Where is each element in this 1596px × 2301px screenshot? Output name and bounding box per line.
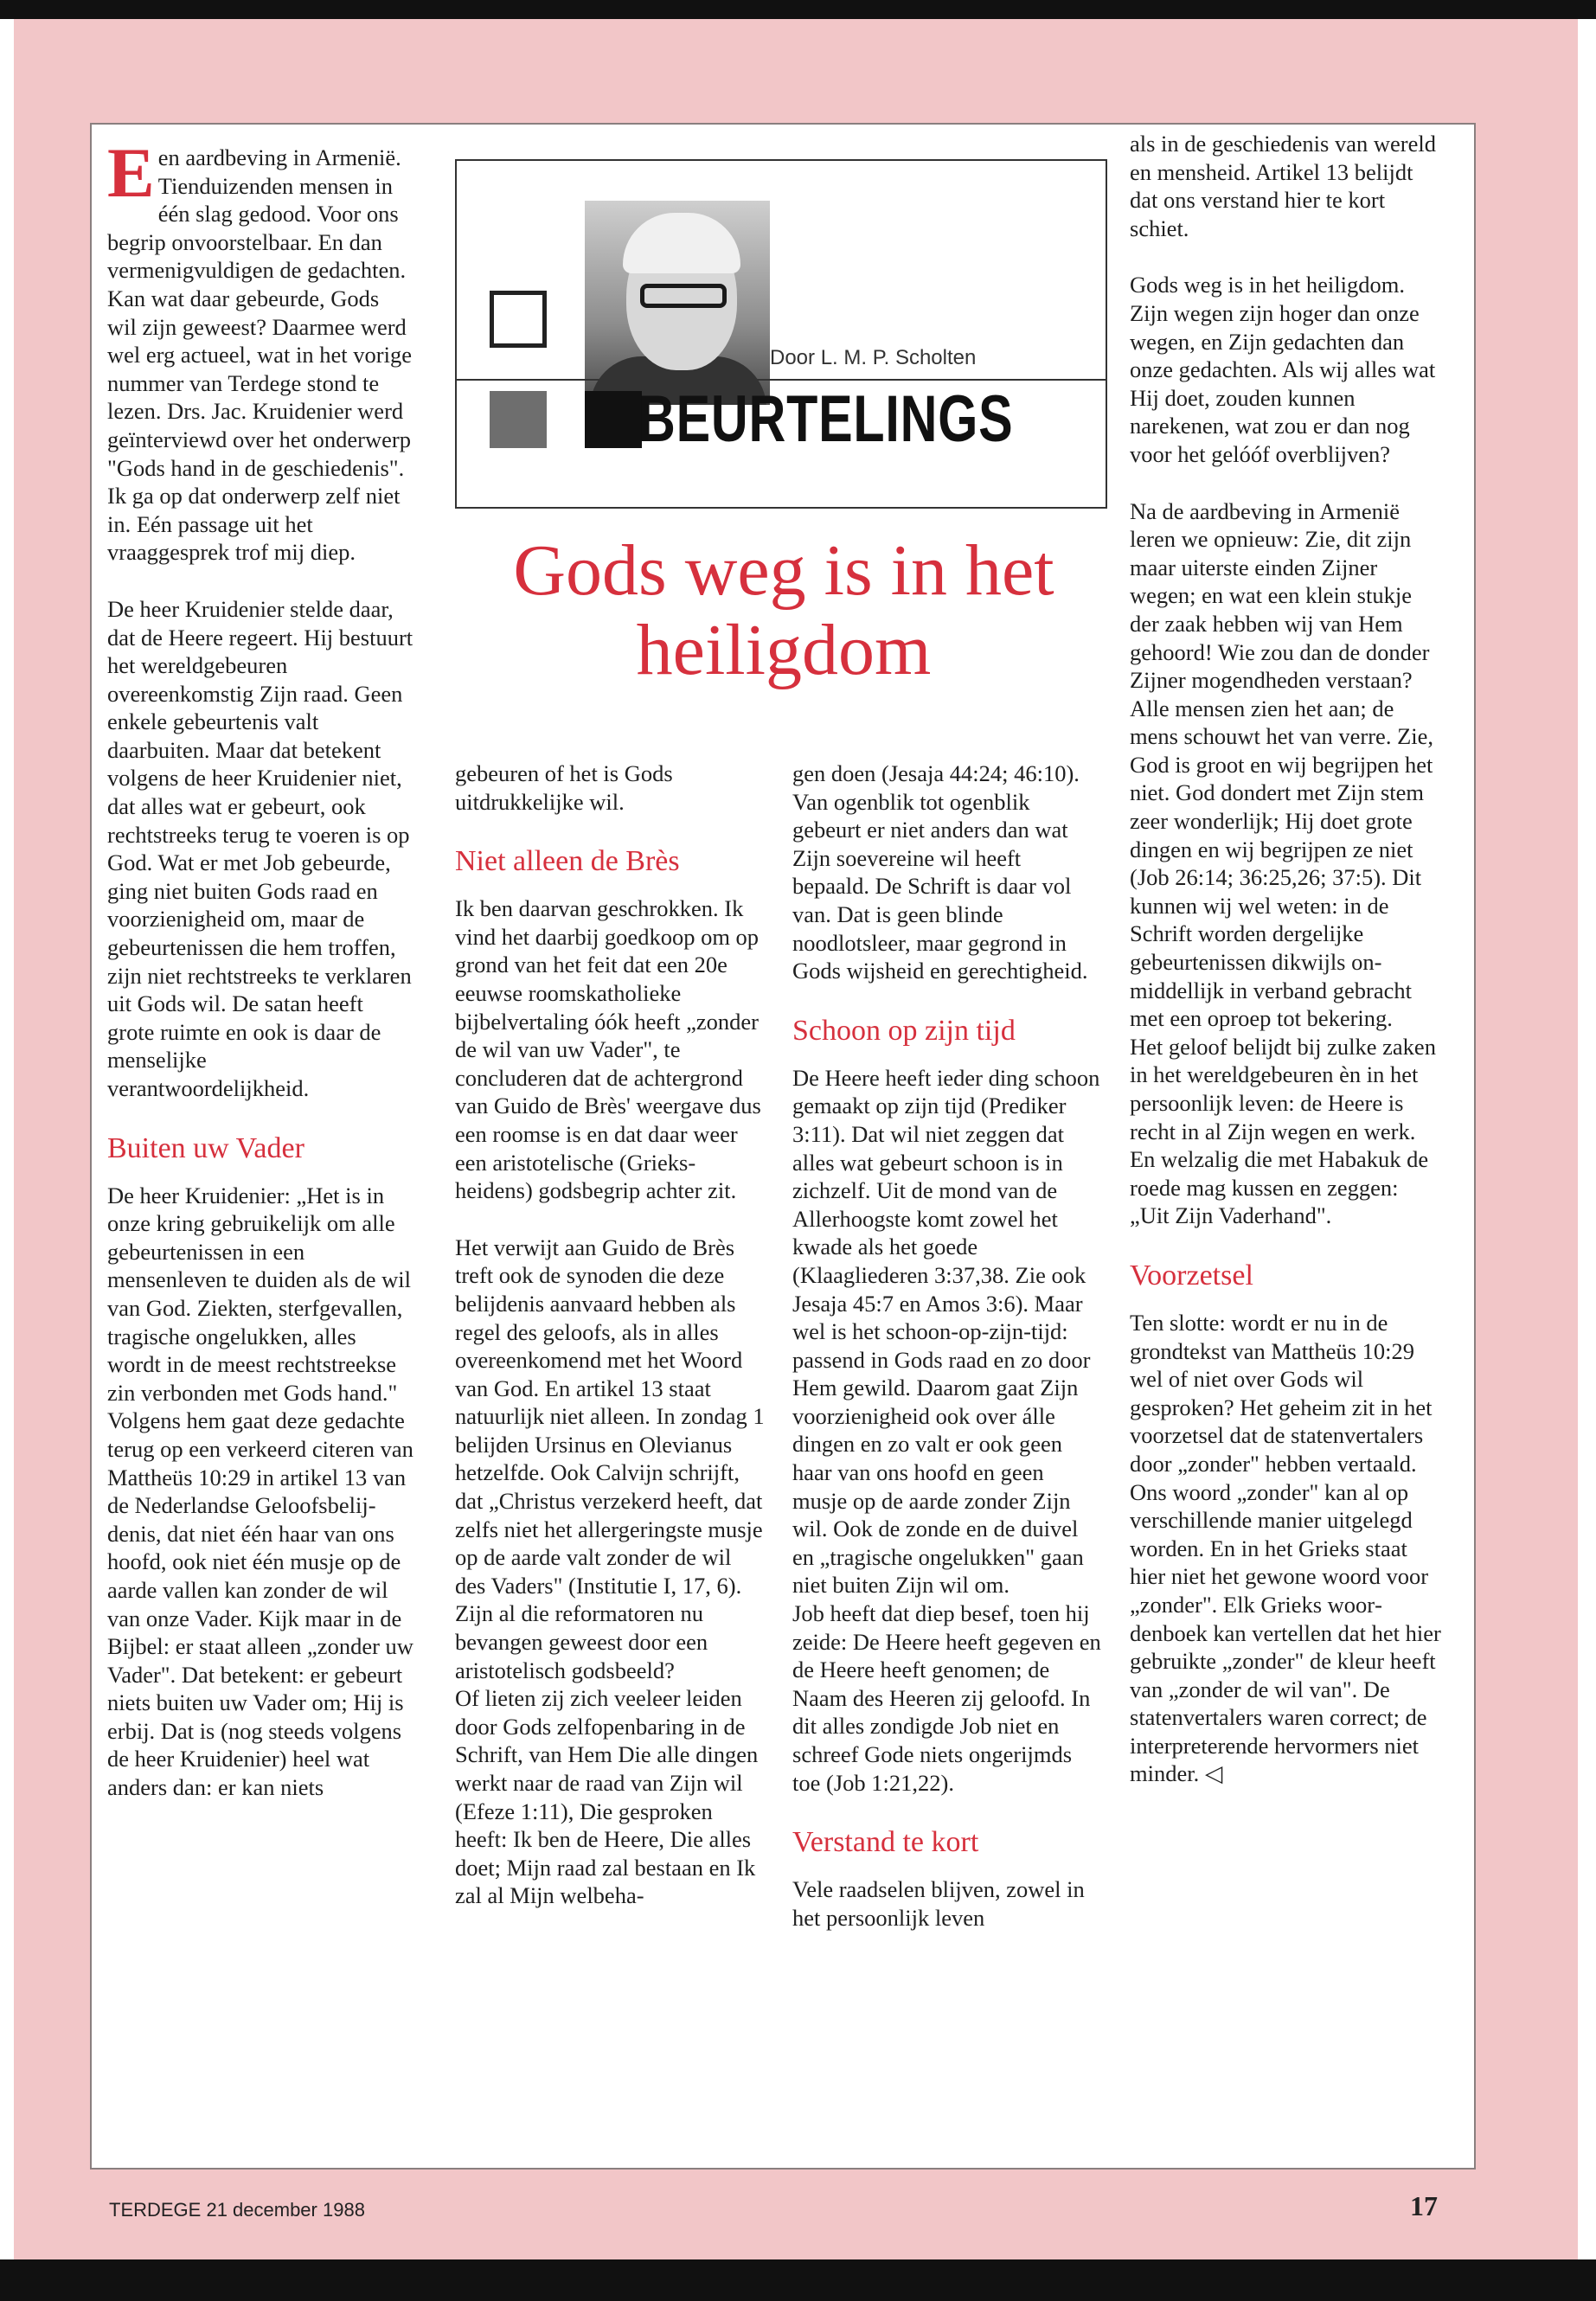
subheading-verstand-te-kort: Verstand te kort xyxy=(792,1826,979,1859)
author-photo xyxy=(585,201,770,405)
article-title: Gods weg is in het heiligdom xyxy=(513,530,1054,690)
paragraph: Ik ben daarvan geschrokken. Ik vind het daarbij goedkoop om op grond van het feit dat een 20e eeuwse roomskatholieke bijbelvertaling óók heeft „zonder de wil van uw Vader", te concluderen dat de achtergrond van Guido de Brès' weergave dus een roomse is en dat daar weer een aristotelische (Grieksheidens) godsbegrip achter zit. xyxy=(455,895,761,1204)
paragraph: De heer Kruidenier stelde daar, dat de Heere regeert. Hij bestuurt het wereldgebeuren overeenkomstig Zijn raad. Geen enkele gebeurtenis valt daarbuiten. Maar dat betekent volgens de heer Kruidenier niet, dat alles wat er gebeurt, ook rechtstreeks terug te voeren is op God. Wat er met Job gebeurde, ging niet buiten Gods raad en voorzienigheid om, maar de gebeurtenissen die hem troffen, zijn niet rechtstreeks te verklaren uit Gods wil. De satan heeft grote ruimte en ook is daar de menselijke verantwoordelijkheid. xyxy=(107,595,413,1101)
subheading-niet-alleen-de-bres: Niet alleen de Brès xyxy=(455,845,680,878)
drop-cap: E xyxy=(107,133,155,212)
subheading-voorzetsel: Voorzetsel xyxy=(1130,1259,1253,1292)
paragraph: Het geloof belijdt bij zulke zaken in het wereldgebeuren èn in het persoonlijk leven: de Heere is recht in al Zijn wegen en werk. En welzalig die met Habakuk de roede mag kussen en zeggen: „Uit Zijn Vaderhand". xyxy=(1130,1033,1436,1229)
paragraph: Ten slotte: wordt er nu in de grondtekst van Mattheüs 10:29 wel of niet over Gods wil gesproken? Het geheim zit in het voorzetsel dat de statenvertalers door „zonder" hebben vertaald. Ons woord „zonder" kan al op verschillende manier uitgelegd worden. En in het Grieks staat hier niet het gewone woord voor „zonder". Elk Grieks woordenboek kan vertellen dat het hier gebruikte „zonder" de kleur heeft van „zonder de wil van". De statenvertalers waren correct; de interpreterende hervormers niet minder. ◁ xyxy=(1130,1309,1441,1787)
grey-square-ornament xyxy=(490,391,547,448)
subheading-buiten-uw-vader: Buiten uw Vader xyxy=(107,1131,304,1164)
paragraph: Het verwijt aan Guido de Brès treft ook de synoden die deze belijdenis aanvaard hebben als regel des geloofs, als in alles overeenkomend met het Woord van God. En artikel 13 staat natuurlijk niet alleen. In zondag 1 belijden Ursinus en Olevianus hetzelfde. Ook Calvijn schrijft, dat „Christus verzekerd heeft, dat zelfs niet het allergeringste musje op de aarde valt zonder de wil des Vaders" (Institutie I, 17, 6). Zijn al die reformatoren nu bevangen geweest door een aristotelisch godsbeeld? xyxy=(455,1234,765,1683)
article-frame xyxy=(90,123,1476,2170)
intro-paragraph: en aardbeving in Armenië. Tienduizenden mensen in één slag gedood. Voor ons begrip onvoorstelbaar. En dan vermenigvuldigen de gedachten. Kan wat daar gebeurde, Gods wil zijn geweest? Daarmee werd wel erg actueel, wat in het vorige nummer van Terdege stond te lezen. Drs. Jac. Kruidenier werd geïnterviewd over het onderwerp "Gods hand in de geschiedenis". Ik ga op dat onderwerp zelf niet in. Eén passage uit het vraaggesprek trof mij diep. xyxy=(107,144,412,566)
magazine-page xyxy=(14,19,1578,2259)
paragraph: Job heeft dat diep besef, toen hij zeide: De Heere heeft gegeven en de Heere heeft genomen; de Naam des Heeren zij geloofd. In dit alles zondigde Job niet en schreef Gode niets ongerijmds toe (Job 1:21,22). xyxy=(792,1600,1101,1796)
series-title: BEURTELINGS xyxy=(638,382,1014,456)
column-1 xyxy=(107,133,413,2168)
paragraph: Vele raadselen blijven, zowel in het persoonlijk leven xyxy=(792,1876,1085,1931)
column-2 xyxy=(455,760,765,2168)
column-4 xyxy=(1130,130,1443,2168)
paragraph: Na de aardbeving in Armenië leren we opnieuw: Zie, dit zijn maar uiterste einden Zijner wegen; en wat een klein stukje der zaak hebben wij van Hem gehoord! Wie zou dan de donder Zijner mogendheden verstaan? Alle mensen zien het aan; de mens schouwt het van verre. Zie, God is groot en wij begrijpen het niet. God dondert met Zijn stem zeer wonderlijk; Hij doet grote dingen en wij begrijpen ze niet (Job 26:14; 36:25,26; 37:5). Dit kunnen wij wel weten: in de Schrift worden dergelijke gebeurtenissen dikwijls onmiddellijk in verband gebracht met een oproep tot bekering. xyxy=(1130,497,1434,1032)
paragraph: De Heere heeft ieder ding schoon gemaakt op zijn tijd (Prediker 3:11). Dat wil niet zeggen dat alles wat gebeurt schoon is in zichzelf. Uit de mond van de Allerhoogste komt zowel het kwade als het goede (Klaagliederen 3:37,38. Zie ook Jesaja 45:7 en Amos 3:6). Maar wel is het schoon-op-zijn-tijd: passend in Gods raad en zo door Hem gewild. Daarom gaat Zijn voorzienigheid ook over álle dingen en zo valt er ook geen haar van ons hoofd en geen musje op de aarde zonder Zijn wil. Ook de zonde en de duivel en „tragische ongelukken" gaan niet buiten Zijn wil om. xyxy=(792,1064,1100,1599)
subheading-schoon-op-zijn-tijd: Schoon op zijn tijd xyxy=(792,1014,1016,1047)
paragraph: gebeuren of het is Gods uitdrukkelijke wil. xyxy=(455,760,673,815)
scan-bottom-border xyxy=(0,2259,1596,2301)
scan-top-border xyxy=(0,0,1596,19)
paragraph: De heer Kruidenier: „Het is in onze kring gebruikelijk om alle gebeurtenissen in een mensenleven te duiden als de wil van God. Ziekten, sterfgevallen, tragische ongelukken, alles wordt in de meest rechtstreekse zin verbonden met Gods hand." Volgens hem gaat deze gedachte terug op een verkeerd citeren van Mattheüs 10:29 in artikel 13 van de Nederlandse Geloofsbelijdenis, dat niet één haar van ons hoofd, ook niet één musje op de aarde vallen kan zonder de wil van onze Vader. Kijk maar in de Bijbel: er staat alleen „zonder uw Vader". Dat betekent: er gebeurt niets buiten uw Vader om; Hij is erbij. Dat is (nog steeds volgens de heer Kruidenier) heel wat anders dan: er kan niets xyxy=(107,1182,413,1801)
page-number: 17 xyxy=(1410,2190,1438,2221)
column-3 xyxy=(792,760,1102,2168)
paragraph: Of lieten zij zich veeleer leiden door Gods zelfopenbaring in de Schrift, van Hem Die alle dingen werkt naar de raad van Zijn wil (Efeze 1:11), Die gesproken heeft: Ik ben de Heere, Die alles doet; Mijn raad zal bestaan en Ik zal al Mijn welbeha- xyxy=(455,1685,759,1909)
paragraph: Gods weg is in het heiligdom. Zijn wegen zijn hoger dan onze wegen, en Zijn gedachten dan onze gedachten. Als wij alles wat Hij doet, zouden kunnen narekenen, wat zou er dan nog voor het gelóóf overblijven? xyxy=(1130,272,1436,467)
outline-square-ornament xyxy=(490,291,547,348)
paragraph: gen doen (Jesaja 44:24; 46:10). Van ogenblik tot ogenblik gebeurt er niet anders dan wat Zijn soevereine wil heeft bepaald. De Schrift is daar vol van. Dat is geen blinde noodlotsleer, maar gegrond in Gods wijsheid en gerechtigheid. xyxy=(792,760,1088,984)
black-square-ornament xyxy=(585,391,642,448)
byline: Door L. M. P. Scholten xyxy=(770,346,977,369)
header-divider xyxy=(457,379,1106,381)
series-header xyxy=(455,159,1107,509)
footer-publication: TERDEGE 21 december 1988 xyxy=(109,2199,365,2221)
paragraph: als in de geschiedenis van wereld en mensheid. Artikel 13 belijdt dat ons verstand hier te kort schiet. xyxy=(1130,131,1436,241)
